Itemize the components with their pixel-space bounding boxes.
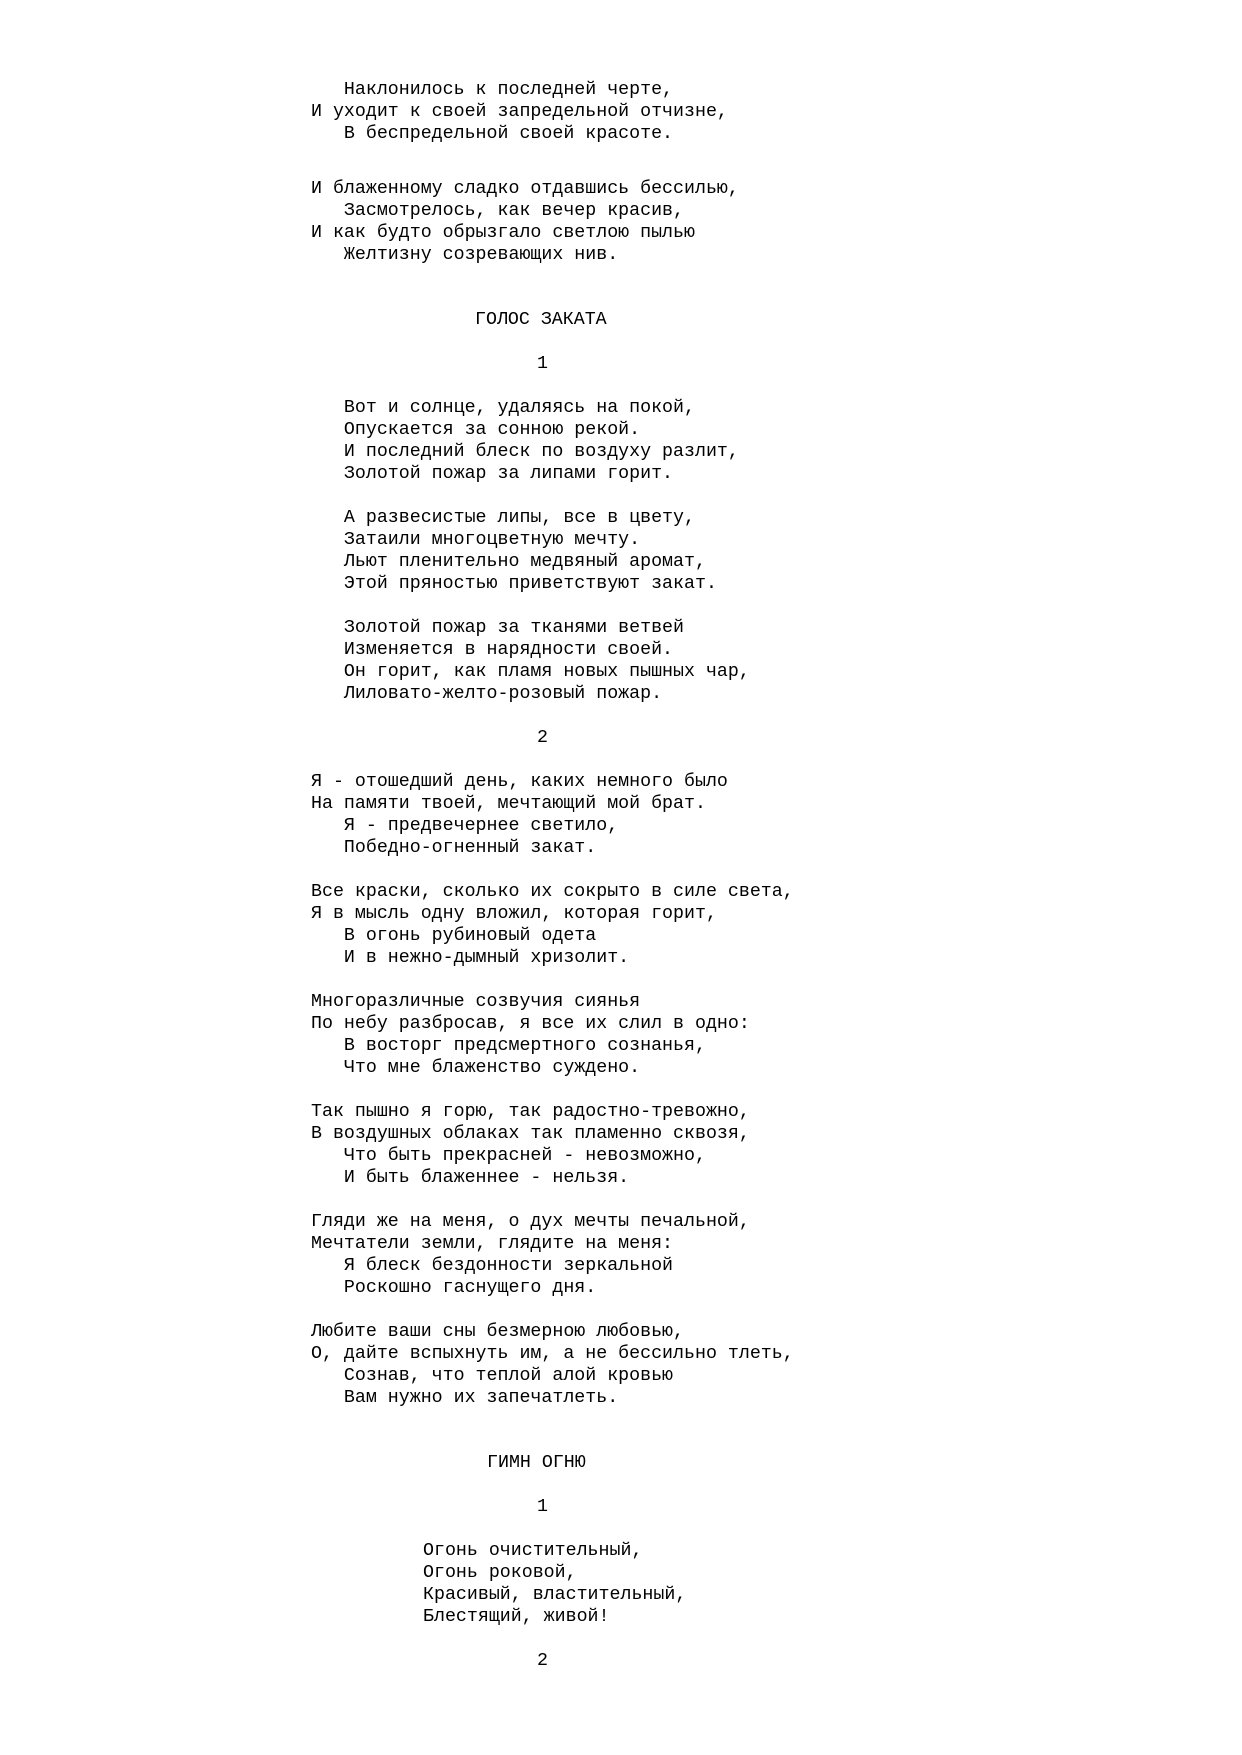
verse-line: И последний блеск по воздуху разлит,	[311, 442, 739, 462]
verse-line: Золотой пожар за тканями ветвей	[311, 618, 684, 638]
verse-line: Затаили многоцветную мечту.	[311, 530, 641, 550]
verse-line: Сознав, что теплой алой кровью	[311, 1366, 674, 1386]
verse-line: Я - отошедший день, каких немного было	[311, 772, 728, 792]
verse-line: Огонь роковой,	[423, 1563, 577, 1583]
verse-line: Я блеск бездонности зеркальной	[311, 1256, 674, 1276]
verse-line: Так пышно я горю, так радостно-тревожно,	[311, 1102, 750, 1122]
verse-line: Роскошно гаснущего дня.	[311, 1278, 597, 1298]
section-number: 2	[537, 728, 548, 748]
verse-line: В беспредельной своей красоте.	[311, 124, 674, 144]
section-number: 1	[537, 354, 548, 374]
verse-line: Многоразличные созвучия сиянья	[311, 992, 641, 1012]
verse-line: По небу разбросав, я все их слил в одно:	[311, 1014, 750, 1034]
verse-line: Я в мысль одну вложил, которая горит,	[311, 904, 717, 924]
verse-line: И как будто обрызгало светлою пылью	[311, 223, 695, 243]
section-number: 2	[537, 1651, 548, 1671]
verse-line: Желтизну созревающих нив.	[311, 245, 619, 265]
verse-line: В воздушных облаках так пламенно сквозя,	[311, 1124, 750, 1144]
verse-line: Все краски, сколько их сокрыто в силе света,	[311, 882, 794, 902]
verse-line: Льют пленительно медвяный аромат,	[311, 552, 706, 572]
verse-line: Блестящий, живой!	[423, 1607, 610, 1627]
verse-line: Опускается за сонною рекой.	[311, 420, 641, 440]
verse-line: Огонь очистительный,	[423, 1541, 643, 1561]
verse-line: Он горит, как пламя новых пышных чар,	[311, 662, 750, 682]
verse-line: В восторг предсмертного сознанья,	[311, 1036, 706, 1056]
verse-line: О, дайте вспыхнуть им, а не бессильно тлеть,	[311, 1344, 794, 1364]
verse-line: В огонь рубиновый одета	[311, 926, 597, 946]
verse-line: Засмотрелось, как вечер красив,	[311, 201, 684, 221]
verse-line: Лиловато-желто-розовый пожар.	[311, 684, 663, 704]
verse-line: Что быть прекрасней - невозможно,	[311, 1146, 706, 1166]
verse-line: И блаженному сладко отдавшись бессилью,	[311, 179, 739, 199]
verse-line: Наклонилось к последней черте,	[311, 80, 674, 100]
verse-line: И быть блаженнее - нельзя.	[311, 1168, 630, 1188]
poem-title: ГИМН ОГНЮ	[487, 1453, 586, 1473]
verse-line: Победно-огненный закат.	[311, 838, 597, 858]
verse-line: Изменяется в нарядности своей.	[311, 640, 674, 660]
section-number: 1	[537, 1497, 548, 1517]
verse-line: Вам нужно их запечатлеть.	[311, 1388, 619, 1408]
verse-line: Золотой пожар за липами горит.	[311, 464, 674, 484]
poem-title: ГОЛОС ЗАКАТА	[475, 310, 607, 330]
verse-line: Вот и солнце, удаляясь на покой,	[311, 398, 695, 418]
verse-line: Этой пряностью приветствуют закат.	[311, 574, 717, 594]
verse-line: Что мне блаженство суждено.	[311, 1058, 641, 1078]
verse-line: И уходит к своей запредельной отчизне,	[311, 102, 728, 122]
verse-line: Мечтатели земли, глядите на меня:	[311, 1234, 674, 1254]
verse-line: А развесистые липы, все в цвету,	[311, 508, 695, 528]
verse-line: На памяти твоей, мечтающий мой брат.	[311, 794, 706, 814]
verse-line: И в нежно-дымный хризолит.	[311, 948, 630, 968]
verse-line: Любите ваши сны безмерною любовью,	[311, 1322, 684, 1342]
verse-line: Я - предвечернее светило,	[311, 816, 619, 836]
verse-line: Гляди же на меня, о дух мечты печальной,	[311, 1212, 750, 1232]
verse-line: Красивый, властительный,	[423, 1585, 687, 1605]
